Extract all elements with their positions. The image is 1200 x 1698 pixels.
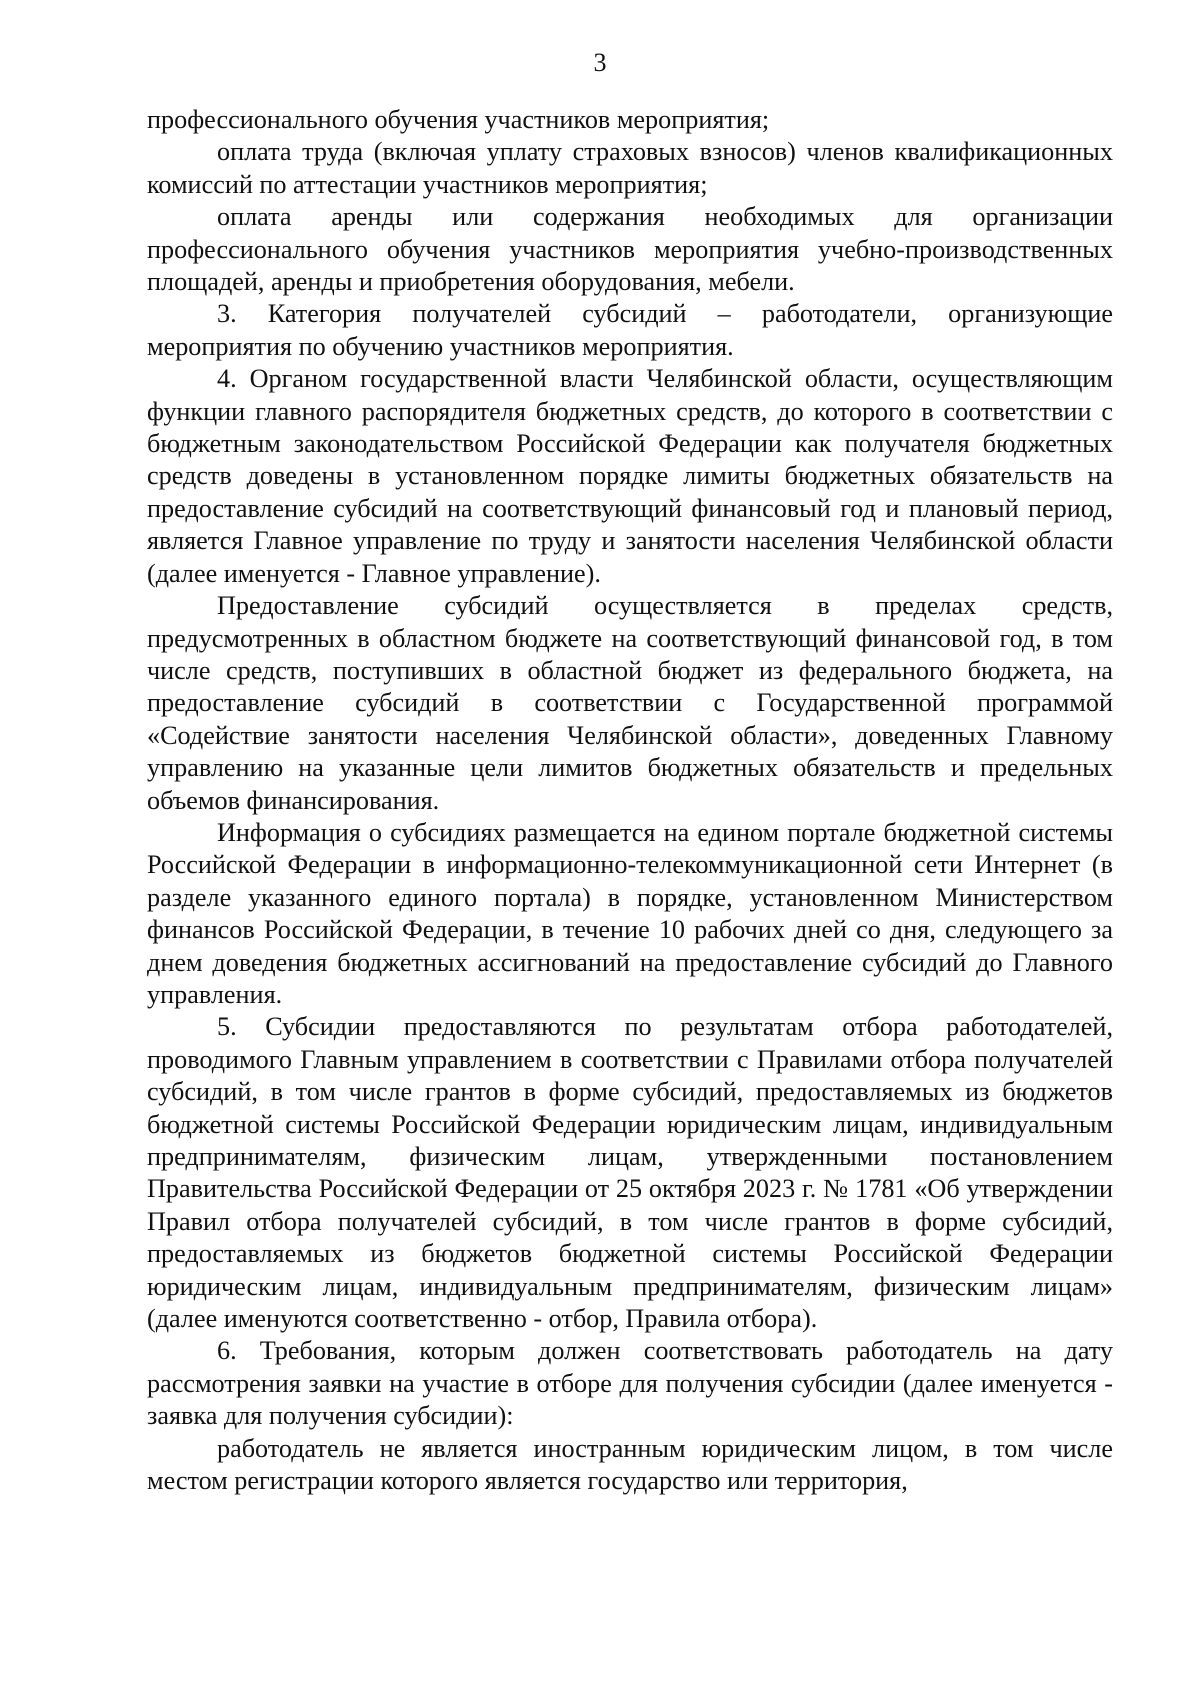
paragraph-subsidy-provision: Предоставление субсидий осуществляется в пределах средств, предусмотренных в областном бюджете на соответствующий финансовой год, в том числе средств, поступивших в областной бюджет из федерального бюджета, на предоставление субсидий в соответствии с Государственной программой «Содействие занятости населения Челябинской области», доведенных Главному управлению на указанные цели лимитов бюджетных обязательств и предельных объемов финансирования.	[147, 591, 1113, 815]
paragraph-section-4: 4. Органом государственной власти Челябинской области, осуществляющим функции главного распорядителя бюджетных средств, до которого в соответствии с бюджетным законодательством Российской Федерации как получателя бюджетных средств доведены в установленном порядке лимиты бюджетных обязательств на предоставление субсидий на соответствующий финансовый год и плановый период, является Главное управление по труду и занятости населения Челябинской области (далее именуется - Главное управление).	[147, 364, 1113, 588]
paragraph-labor-payment: оплата труда (включая уплату страховых взносов) членов квалификационных комиссий по аттестации участников мероприятия;	[147, 137, 1113, 199]
document-body	[147, 104, 1113, 1497]
page-number: 3	[593, 48, 607, 77]
paragraph-section-5: 5. Субсидии предоставляются по результатам отбора работодателей, проводимого Главным управлением в соответствии с Правилами отбора получателей субсидий, в том числе грантов в форме субсидий, предоставляемых из бюджетов бюджетной системы Российской Федерации юридическим лицам, индивидуальным предпринимателям, физическим лицам, утвержденными постановлением Правительства Российской Федерации от 25 октября 2023 г. № 1781 «Об утверждении Правил отбора получателей субсидий, в том числе грантов в форме субсидий, предоставляемых из бюджетов бюджетной системы Российской Федерации юридическим лицам, индивидуальным предпринимателям, физическим лицам» (далее именуются соответственно - отбор, Правила отбора).	[147, 1012, 1113, 1334]
paragraph-section-3: 3. Категория получателей субсидий – работодатели, организующие мероприятия по обучению участников мероприятия.	[147, 299, 1113, 361]
paragraph-section-6: 6. Требования, которым должен соответствовать работодатель на дату рассмотрения заявки на участие в отборе для получения субсидии (далее именуется - заявка для получения субсидии):	[147, 1336, 1113, 1431]
paragraph-continuation: профессионального обучения участников мероприятия;	[147, 105, 770, 134]
paragraph-subsidy-information: Информация о субсидиях размещается на едином портале бюджетной системы Российской Федерации в информационно-телекоммуникационной сети Интернет (в разделе указанного единого портала) в порядке, установленном Министерством финансов Российской Федерации, в течение 10 рабочих дней со дня, следующего за днем доведения бюджетных ассигнований на предоставление субсидий до Главного управления.	[147, 817, 1113, 1009]
paragraph-rent-payment: оплата аренды или содержания необходимых для организации профессионального обучения участников мероприятия учебно-производственных площадей, аренды и приобретения оборудования, мебели.	[147, 202, 1113, 297]
paragraph-employer-requirement: работодатель не является иностранным юридическим лицом, в том числе местом регистрации которого является государство или территория,	[147, 1433, 1113, 1496]
